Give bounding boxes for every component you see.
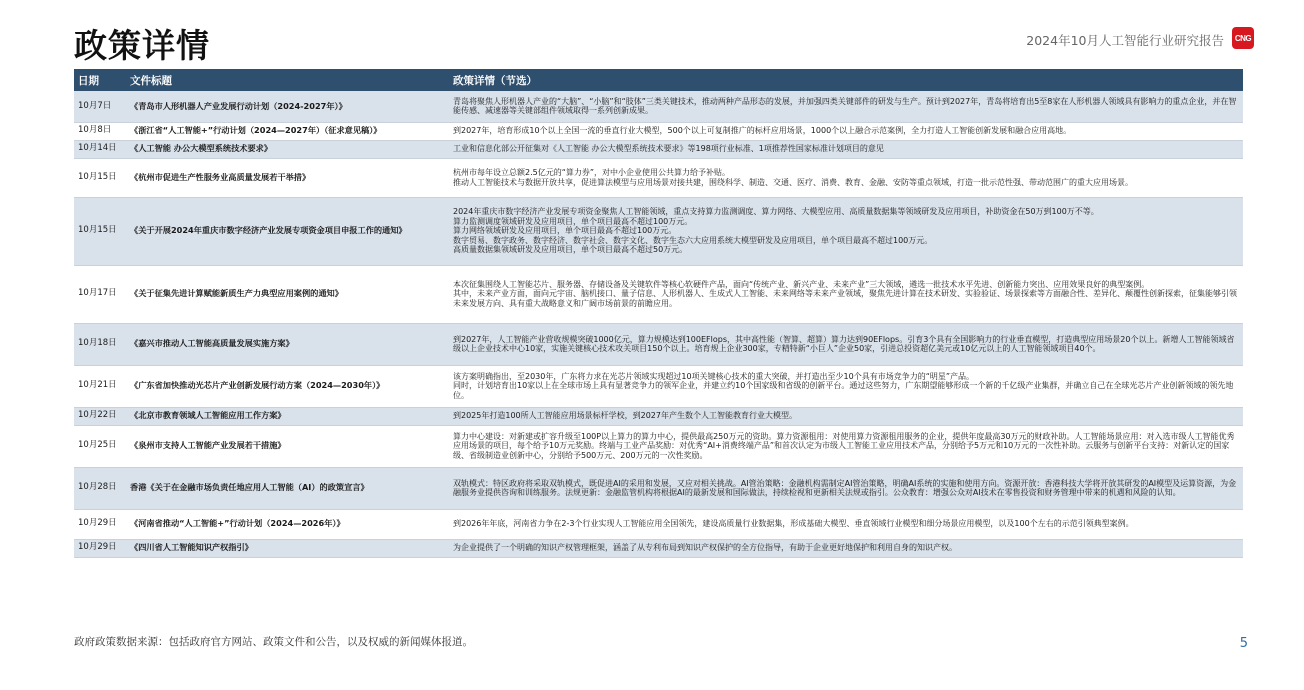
row-policy-detail: 杭州市每年设立总额2.5亿元的“算力券”，对中小企业使用公共算力给予补贴。 推动人工智能技术与数据开放共享，促进算法模型与应用场景对接共建，围绕科学、制造、交通、医疗、消费、教育、金融、安防等重点领域，打造一批示范性强、带动范围广的重大应用场景。 — [449, 158, 1243, 197]
row-file-title: 《河南省推动“人工智能+”行动计划（2024—2026年）》 — [126, 509, 449, 539]
row-policy-detail: 2024年重庆市数字经济产业发展专项资金聚焦人工智能领域，重点支持算力监测调度、算力网络、大模型应用、高质量数据集等领域研发及应用项目，补助资金在50万到100万不等。 算力监测调度领域研发及应用项目，单个项目最高不超过100万元。 算力网络领域研发及应用项目，单个项目最高不超过100万元。 数字贸易、数字政务、数字经济、数字社会、数字文化、数字生态六大应用系统大模型研发及应用项目，单个项目最高不超过100万元。 高质量数据集领域研发及应用项目，单个项目最高不超过50万元。 — [449, 197, 1243, 265]
table-row — [74, 122, 1243, 140]
row-date: 10月8日 — [74, 122, 126, 140]
table-row — [74, 91, 1243, 122]
row-policy-detail: 为企业提供了一个明确的知识产权管理框架，涵盖了从专利布局到知识产权保护的全方位指导，有助于企业更好地保护和利用自身的知识产权。 — [449, 539, 1243, 557]
row-policy-detail: 到2025年打造100所人工智能应用场景标杆学校，到2027年产生数个人工智能教育行业大模型。 — [449, 407, 1243, 425]
row-date: 10月15日 — [74, 158, 126, 197]
table-row — [74, 467, 1243, 509]
row-policy-detail: 到2027年，人工智能产业营收规模突破1000亿元，算力规模达到100EFlops，其中高性能（智算、超算）算力达到90EFlops。引育3个具有全国影响力的行业垂直模型，打造典型应用场景20个以上。新增人工智能领域省级以上企业技术中心10家，实施关键核心技术攻关项目150个以上。培育规上企业300家，专精特新“小巨人”企业50家，引进总投资超亿美元或10亿元以上的人工智能领域项目40个。 — [449, 323, 1243, 365]
policy-table — [74, 69, 1243, 558]
row-policy-detail: 青岛将聚焦人形机器人产业的“大脑”、“小脑”和“肢体”三类关键技术，推动两种产品形态的发展，并加强四类关键部件的研发与生产。预计到2027年，青岛将培育出5至8家在人形机器人领域具有影响力的重点企业，并在智能传感、减速器等关键部组件领域取得一系列创新成果。 — [449, 91, 1243, 122]
row-file-title: 《关于征集先进计算赋能新质生产力典型应用案例的通知》 — [126, 265, 449, 323]
row-policy-detail: 工业和信息化部公开征集对《人工智能 办公大模型系统技术要求》等198项行业标准、1项推荐性国家标准计划项目的意见 — [449, 140, 1243, 158]
row-policy-detail: 到2026年年底，河南省力争在2-3个行业实现人工智能应用全国领先，建设高质量行业数据集，形成基础大模型、垂直领域行业模型和细分场景应用模型，以及100个左右的示范引领典型案例。 — [449, 509, 1243, 539]
page-number: 5 — [1239, 636, 1248, 651]
row-date: 10月21日 — [74, 365, 126, 407]
row-date: 10月7日 — [74, 91, 126, 122]
table-row — [74, 197, 1243, 265]
row-file-title: 《嘉兴市推动人工智能高质量发展实施方案》 — [126, 323, 449, 365]
row-file-title: 《浙江省“人工智能+”行动计划（2024—2027年）（征求意见稿）》 — [126, 122, 449, 140]
row-date: 10月18日 — [74, 323, 126, 365]
row-policy-detail: 该方案明确指出，至2030年，广东将力求在光芯片领域实现超过10项关键核心技术的重大突破，并打造出至少10个具有市场竞争力的“明星”产品。 同时，计划培育出10家以上在全球市场上具有显著竞争力的领军企业，并建立约10个国家级和省级的创新平台。通过这些努力，广东期望能够形成一个新的千亿级产业集群，并确立自己在全球光芯片产业创新领域的领先地位。 — [449, 365, 1243, 407]
table-row — [74, 365, 1243, 407]
row-file-title: 《人工智能 办公大模型系统技术要求》 — [126, 140, 449, 158]
data-source-note: 政府政策数据来源：包括政府官方网站、政策文件和公告，以及权威的新闻媒体报道。 — [74, 636, 473, 648]
table-row — [74, 140, 1243, 158]
row-policy-detail: 双轨模式：特区政府将采取双轨模式，既促进AI的采用和发展，又应对相关挑战。AI管治策略：金融机构需制定AI管治策略，明确AI系统的实施和使用方向。资源开放：香港科技大学将开放其研发的AI模型及运算资源，为金融服务业提供咨询和训练服务。法规更新：金融监管机构将根据AI的最新发展和国际做法，持续检视和更新相关法规或指引。公众教育：增强公众对AI技术在零售投资和财务管理中带来的机遇和风险的认知。 — [449, 467, 1243, 509]
header-file-title: 文件标题 — [130, 74, 172, 87]
table-row — [74, 425, 1243, 467]
row-file-title: 《青岛市人形机器人产业发展行动计划（2024-2027年）》 — [126, 91, 449, 122]
report-title: 2024年10月人工智能行业研究报告 — [1026, 33, 1224, 48]
table-row — [74, 265, 1243, 323]
table-row — [74, 407, 1243, 425]
page-title: 政策详情 — [74, 26, 210, 65]
row-date: 10月25日 — [74, 425, 126, 467]
row-file-title: 《关于开展2024年重庆市数字经济产业发展专项资金项目申报工作的通知》 — [126, 197, 449, 265]
table-header-row — [74, 69, 1243, 91]
row-date: 10月29日 — [74, 539, 126, 557]
cng-logo-icon: CNG — [1232, 27, 1254, 49]
row-file-title: 香港《关于在金融市场负责任地应用人工智能（AI）的政策宣言》 — [126, 467, 449, 509]
row-policy-detail: 本次征集围绕人工智能芯片、服务器、存储设备及关键软件等核心软硬件产品，面向“传统产业、新兴产业、未来产业”三大领域，遴选一批技术水平先进、创新能力突出、应用效果良好的典型案例。 其中，未来产业方面，面向元宇宙、脑机接口、量子信息、人形机器人、生成式人工智能、未来网络等未来产业领域，聚焦先进计算在技术研发、实验验证、场景探索等方面融合性、差异化、颠覆性创新探索，征集能够引领未来发展方向、具有重大战略意义和广阔市场前景的前瞻应用。 — [449, 265, 1243, 323]
row-file-title: 《广东省加快推动光芯片产业创新发展行动方案（2024—2030年）》 — [126, 365, 449, 407]
row-file-title: 《泉州市支持人工智能产业发展若干措施》 — [126, 425, 449, 467]
row-policy-detail: 算力中心建设：对新建或扩容升级至100P以上算力的算力中心，提供最高250万元的资助。算力资源租用：对使用算力资源租用服务的企业，提供年度最高30万元的财政补助。人工智能场景应用：对入选市级人工智能优秀应用场景的项目，每个给予10万元奖励。终端与工业产品奖励：对优秀“AI+消费终端产品”和首次认定为市级人工智能工业应用技术产品，分别给予5万元和10万元的一次性补助。云服务与创新平台支持：对新认定的国家级、省级制造业创新中心，分别给予500万元、200万元的一次性奖励。 — [449, 425, 1243, 467]
row-file-title: 《北京市教育领域人工智能应用工作方案》 — [126, 407, 449, 425]
row-date: 10月15日 — [74, 197, 126, 265]
table-row — [74, 509, 1243, 539]
table-row — [74, 539, 1243, 557]
header-policy-detail: 政策详情（节选） — [453, 74, 537, 87]
row-date: 10月17日 — [74, 265, 126, 323]
row-date: 10月22日 — [74, 407, 126, 425]
row-date: 10月29日 — [74, 509, 126, 539]
table-row — [74, 323, 1243, 365]
header-date: 日期 — [78, 74, 99, 87]
row-file-title: 《四川省人工智能知识产权指引》 — [126, 539, 449, 557]
row-date: 10月14日 — [74, 140, 126, 158]
row-file-title: 《杭州市促进生产性服务业高质量发展若干举措》 — [126, 158, 449, 197]
table-row — [74, 158, 1243, 197]
row-policy-detail: 到2027年，培育形成10个以上全国一流的垂直行业大模型，500个以上可复制推广的标杆应用场景，1000个以上融合示范案例，全力打造人工智能创新发展和融合应用高地。 — [449, 122, 1243, 140]
row-date: 10月28日 — [74, 467, 126, 509]
